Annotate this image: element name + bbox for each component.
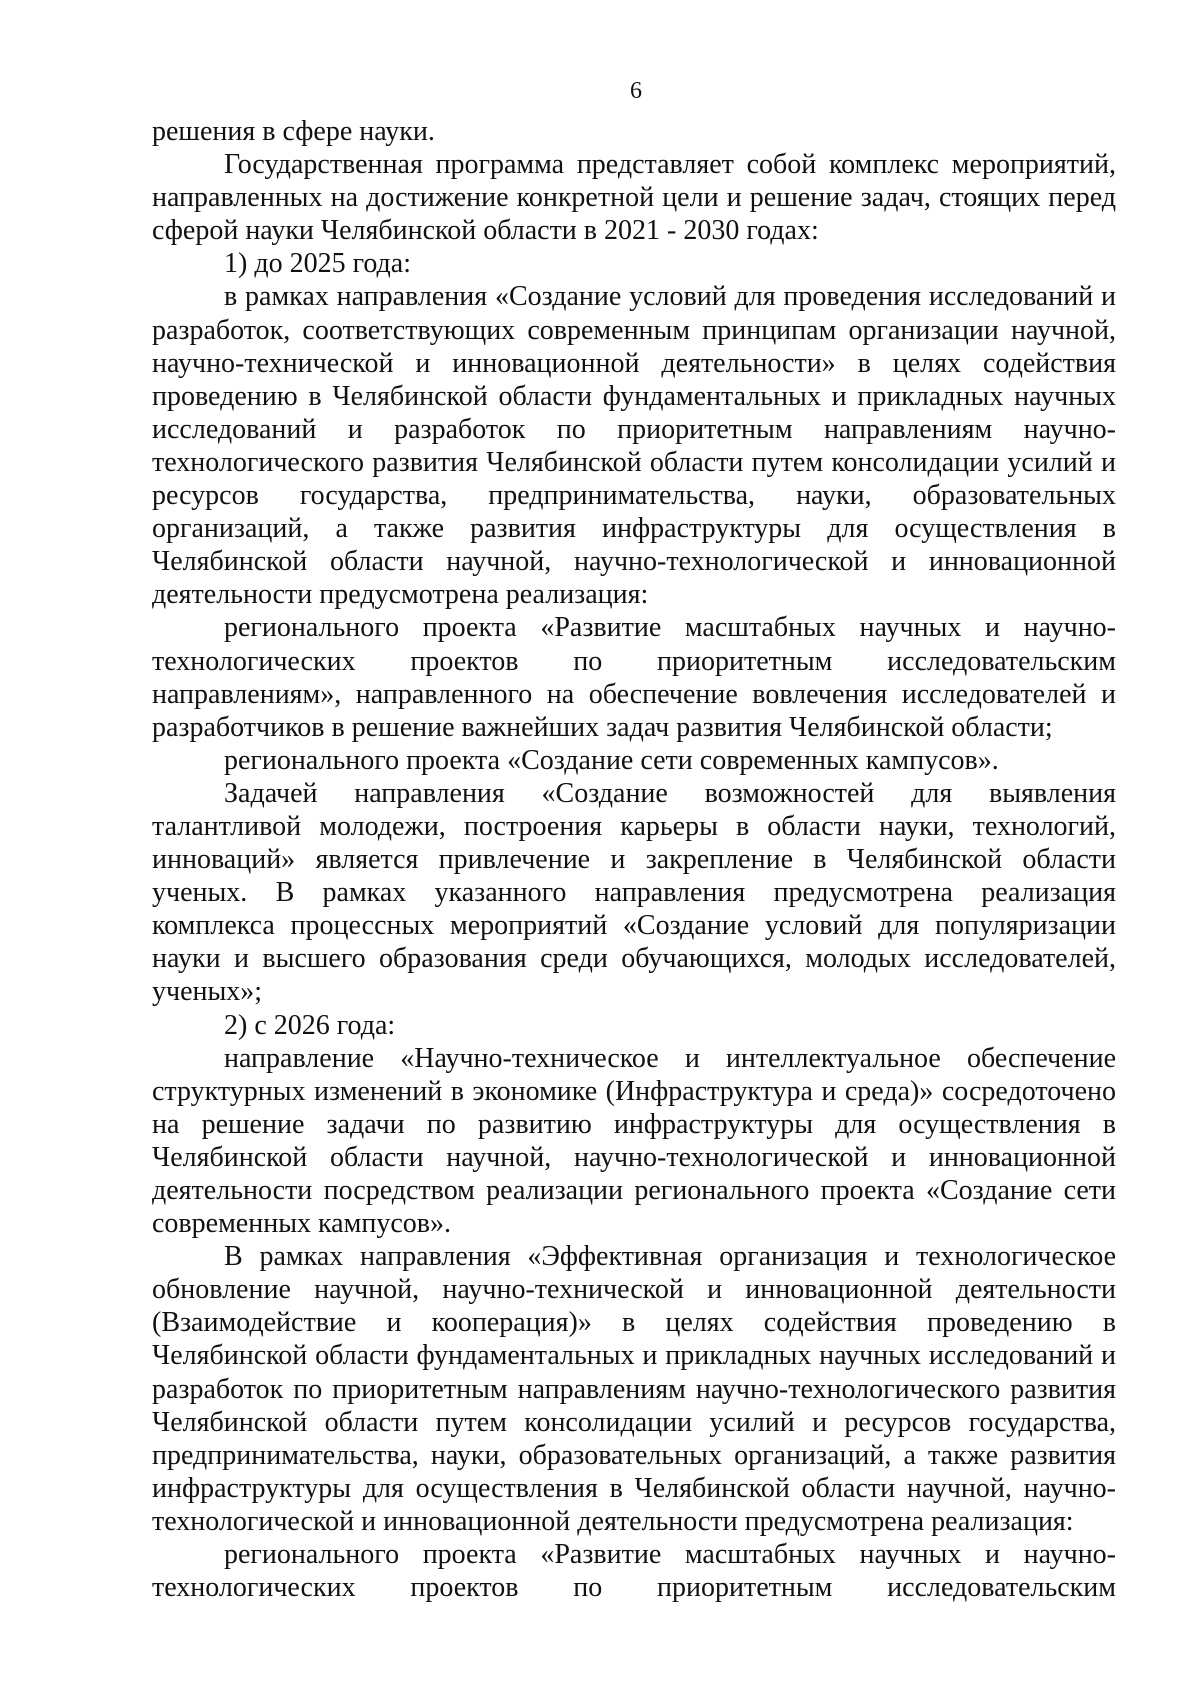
paragraph-cooperation-direction: В рамках направления «Эффективная организация и технологическое обновление научной, научно-технической и инновационной деятельности (Взаимодействие и кооперация)» в целях содействия проведению в Челябинской области фундаментальных и прикладных научных исследований и разработок по приоритетным направлениям научно-технологического развития Челябинской области путем консолидации усилий и ресурсов государства, предпринимательства, науки, образовательных организаций, а также развития инфраструктуры для осуществления в Челябинской области научной, научно-технологической и инновационной деятельности предусмотрена реализация: [152, 1241, 1116, 1537]
paragraph-continuation: решения в сфере науки. [152, 116, 435, 147]
document-body [152, 115, 1116, 1604]
paragraph-regional-project-continued: регионального проекта «Развитие масштабных научных и научно-технологических проектов по приоритетным исследовательским [152, 1539, 1116, 1604]
paragraph-item-1-heading: 1) до 2025 года: [224, 248, 412, 280]
page-number: 6 [630, 78, 642, 104]
paragraph-youth-direction: Задачей направления «Создание возможностей для выявления талантливой молодежи, построения карьеры в области науки, технологий, инноваций» является привлечение и закрепление в Челябинской области ученых. В рамках указанного направления предусмотрена реализация комплекса процессных мероприятий «Создание условий для популяризации науки и высшего образования среди обучающихся, молодых исследователей, ученых»; [152, 777, 1116, 1008]
paragraph-regional-project-scientific: регионального проекта «Развитие масштабных научных и научно-технологических проектов по приоритетным исследовательским направлениям», направленного на обеспечение вовлечения исследователей и разработчиков в решение важнейших задач развития Челябинской области; [152, 612, 1116, 743]
paragraph-infrastructure-direction: направление «Научно-техническое и интеллектуальное обеспечение структурных изменений в экономике (Инфраструктура и среда)» сосредоточено на решение задачи по развитию инфраструктуры для осуществления в Челябинской области научной, научно-технологической и инновационной деятельности посредством реализации регионального проекта «Создание сети современных кампусов». [152, 1042, 1116, 1240]
paragraph-program-description: Государственная программа представляет собой комплекс мероприятий, направленных на достижение конкретной цели и решение задач, стоящих перед сферой науки Челябинской области в 2021 - 2030 годах: [152, 149, 1116, 247]
paragraph-item-2-heading: 2) с 2026 года: [224, 1009, 396, 1041]
paragraph-regional-project-campus: регионального проекта «Создание сети современных кампусов». [224, 744, 999, 776]
paragraph-direction-conditions: в рамках направления «Создание условий для проведения исследований и разработок, соответствующих современным принципам организации научной, научно-технической и инновационной деятельности» в целях содействия проведению в Челябинской области фундаментальных и прикладных научных исследований и разработок по приоритетным направлениям научно-технологического развития Челябинской области путем консолидации усилий и ресурсов государства, предпринимательства, науки, образовательных организаций, а также развития инфраструктуры для осуществления в Челябинской области научной, научно-технологической и инновационной деятельности предусмотрена реализация: [152, 281, 1116, 611]
